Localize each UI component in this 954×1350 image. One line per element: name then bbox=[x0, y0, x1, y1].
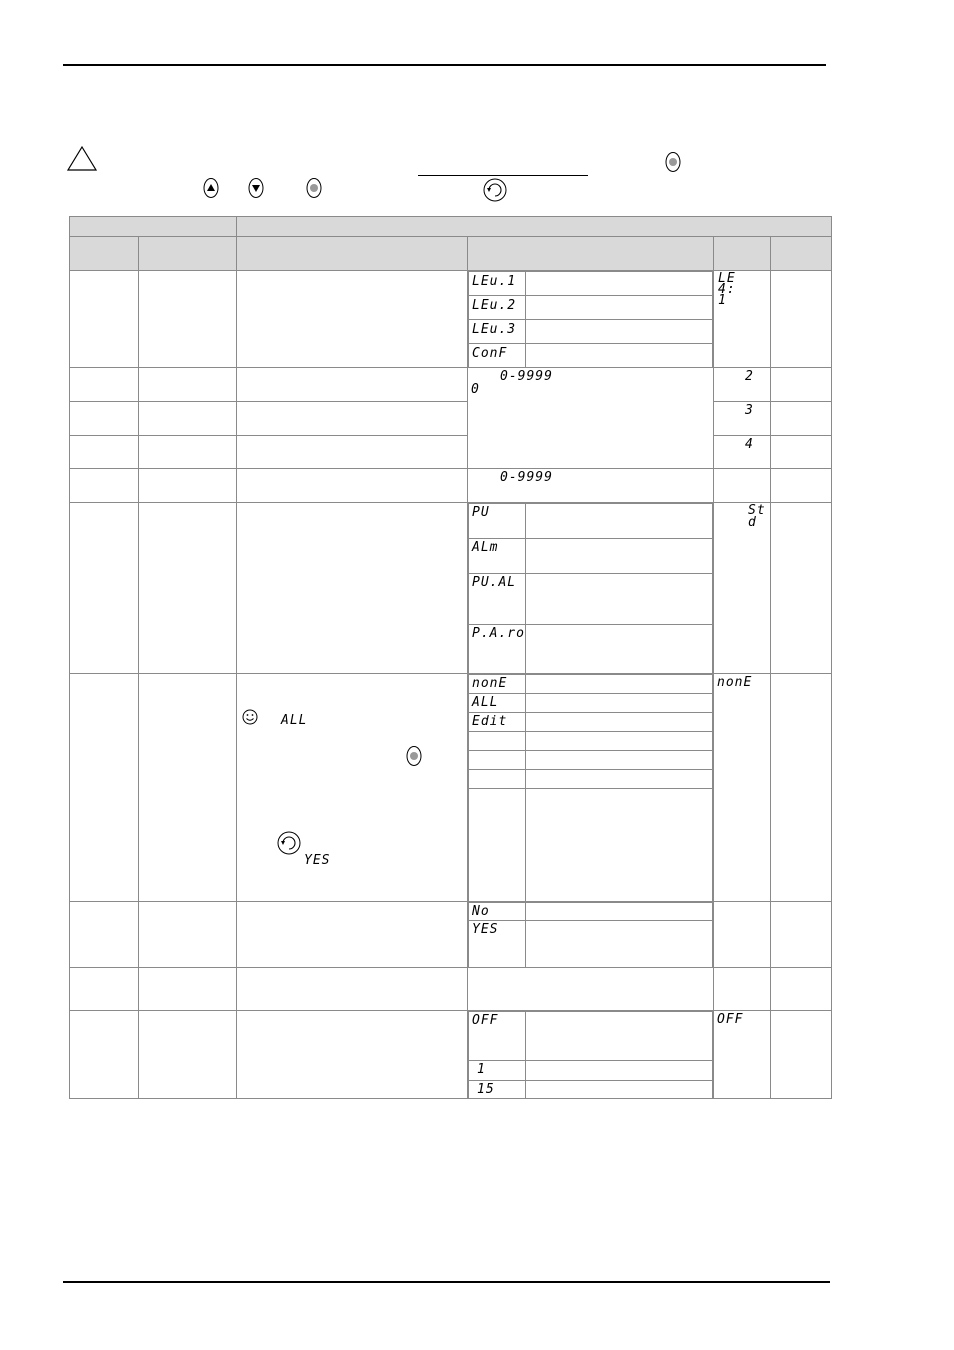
options-list bbox=[468, 1011, 713, 1099]
table-row bbox=[70, 271, 832, 368]
default-value: nonE bbox=[717, 675, 753, 690]
option-code: ALL bbox=[472, 695, 499, 710]
option-code: OFF bbox=[472, 1012, 499, 1028]
scroll-button-icon bbox=[277, 831, 303, 857]
header-col-1 bbox=[70, 237, 139, 271]
smiley-icon bbox=[242, 709, 260, 727]
page-button-icon bbox=[406, 746, 424, 768]
down-arrow-button-icon bbox=[248, 178, 266, 200]
header-group-left bbox=[70, 217, 237, 237]
option-code: LEu.2 bbox=[472, 298, 517, 313]
page-button-icon bbox=[665, 152, 683, 174]
default-value: 2 bbox=[745, 368, 754, 384]
table-row bbox=[70, 674, 832, 902]
option-code: nonE bbox=[472, 676, 508, 691]
zero-value: 0 bbox=[471, 381, 480, 397]
header-col-4 bbox=[468, 237, 714, 271]
confirm-value: YES bbox=[304, 853, 331, 868]
table-row bbox=[70, 967, 832, 1010]
page-button-icon bbox=[306, 178, 324, 200]
options-list bbox=[468, 902, 713, 967]
default-value: 4 bbox=[745, 436, 754, 452]
option-code: 15 bbox=[477, 1081, 495, 1097]
option-code: P.A.ro bbox=[472, 625, 525, 641]
option-code: No bbox=[472, 904, 490, 919]
header-col-3 bbox=[237, 237, 468, 271]
option-code: LEu.3 bbox=[472, 322, 517, 337]
table-row bbox=[70, 502, 832, 674]
options-list bbox=[468, 674, 713, 901]
up-arrow-button-icon bbox=[203, 178, 221, 200]
option-code: YES bbox=[472, 922, 499, 937]
table-row bbox=[70, 902, 832, 968]
table-row bbox=[70, 435, 832, 468]
hint-value: ALL bbox=[281, 713, 308, 728]
default-value: 3 bbox=[745, 402, 754, 418]
note-underline bbox=[418, 175, 588, 176]
options-list bbox=[468, 503, 713, 674]
table-row bbox=[70, 468, 832, 502]
top-rule bbox=[63, 64, 826, 66]
range-value: 0-9999 bbox=[500, 368, 553, 384]
options-list bbox=[468, 271, 713, 367]
option-code: LEu.1 bbox=[472, 274, 517, 289]
option-code: ConF bbox=[472, 346, 508, 361]
header-col-5 bbox=[714, 237, 771, 271]
table-row bbox=[70, 1010, 832, 1099]
bottom-rule bbox=[63, 1281, 830, 1283]
option-code: Edit bbox=[472, 714, 508, 729]
default-value: St d bbox=[748, 502, 766, 530]
config-table bbox=[69, 216, 832, 1099]
option-code: ALm bbox=[472, 539, 499, 555]
range-value: 0-9999 bbox=[500, 469, 553, 485]
header-col-2 bbox=[139, 237, 237, 271]
header-group-right bbox=[237, 217, 832, 237]
table-row bbox=[70, 367, 832, 401]
default-value: LE 4: 1 bbox=[718, 271, 736, 308]
option-code: PU bbox=[472, 504, 490, 520]
table-row bbox=[70, 401, 832, 435]
option-code: PU.AL bbox=[472, 574, 517, 590]
scroll-button-icon bbox=[483, 178, 509, 204]
header-col-6 bbox=[771, 237, 832, 271]
default-value: OFF bbox=[717, 1011, 744, 1027]
warning-triangle-icon bbox=[67, 146, 97, 172]
option-code: 1 bbox=[477, 1061, 486, 1077]
